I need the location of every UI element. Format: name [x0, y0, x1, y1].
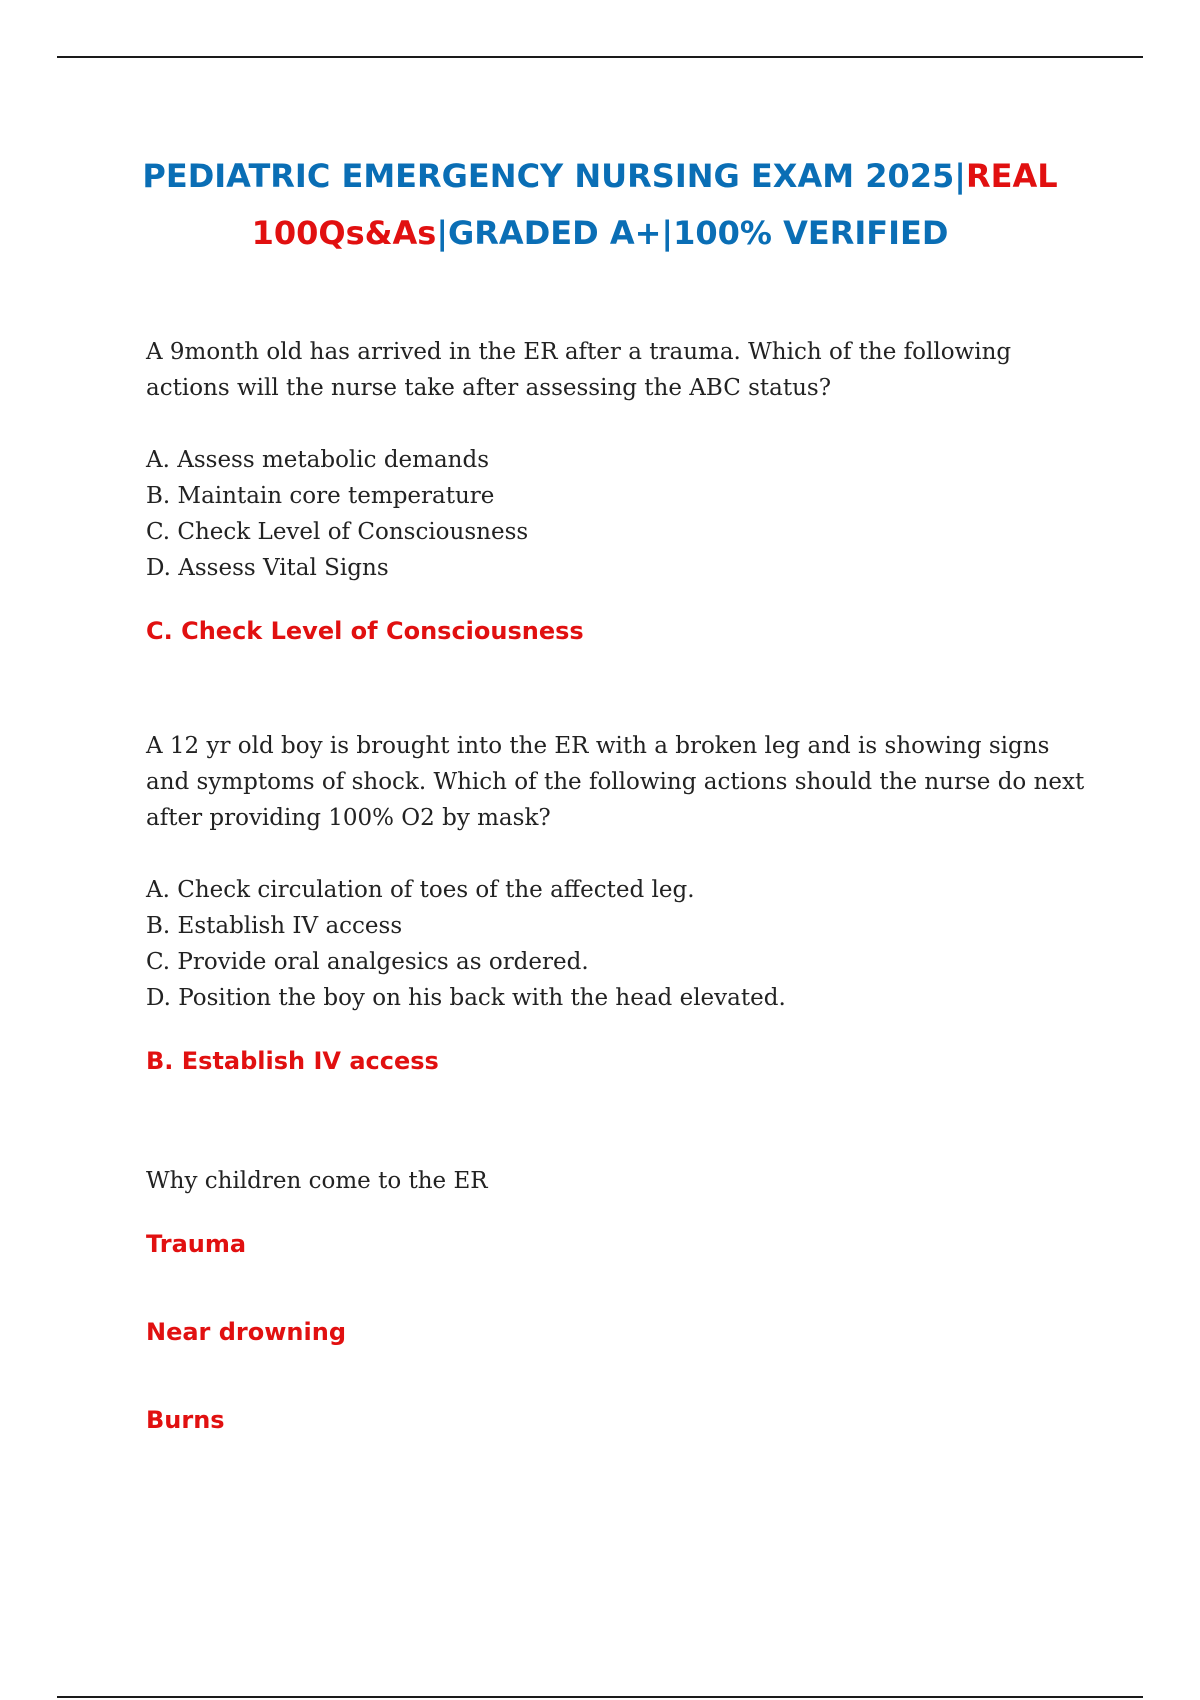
title-part-blue: PEDIATRIC EMERGENCY NURSING EXAM 2025| [142, 157, 966, 195]
answer-item-2: Near drowning [146, 1318, 347, 1346]
answer-text: B. Establish IV access [146, 1047, 439, 1075]
title-part-red: 100Qs&As [251, 214, 437, 252]
question-block-1 [146, 334, 1096, 649]
option-b: B. Establish IV access [146, 913, 403, 939]
top-rule [57, 56, 1143, 58]
option-c: C. Check Level of Consciousness [146, 519, 529, 545]
question-block-3 [146, 1163, 1096, 1438]
document-title [0, 148, 1200, 262]
bottom-rule [57, 1696, 1143, 1698]
title-part-blue: |GRADED A+|100% VERIFIED [436, 214, 949, 252]
title-line-1 [0, 148, 1200, 205]
question-text: Why children come to the ER [146, 1168, 488, 1194]
option-d: D. Position the boy on his back with the head elevated. [146, 985, 786, 1011]
option-b: B. Maintain core temperature [146, 483, 495, 509]
title-part-red: REAL [965, 157, 1058, 195]
question-block-2 [146, 728, 1096, 1079]
option-c: C. Provide oral analgesics as ordered. [146, 949, 589, 975]
option-d: D. Assess Vital Signs [146, 555, 389, 581]
question-text: A 9month old has arrived in the ER after a trauma. Which of the following actions will the nurse take after assessing the ABC status? [146, 339, 1012, 401]
answer-item-3: Burns [146, 1406, 225, 1434]
answer-item-1: Trauma [146, 1230, 247, 1258]
option-a: A. Assess metabolic demands [146, 447, 490, 473]
option-list [146, 442, 1096, 586]
option-list [146, 872, 1096, 1016]
title-line-2 [0, 205, 1200, 262]
answer-text: C. Check Level of Consciousness [146, 617, 584, 645]
question-text: A 12 yr old boy is brought into the ER with a broken leg and is showing signs and symptoms of shock. Which of the following actions should the nurse do next after providing 100% O2 by mask? [146, 733, 1085, 831]
option-a: A. Check circulation of toes of the affected leg. [146, 877, 695, 903]
